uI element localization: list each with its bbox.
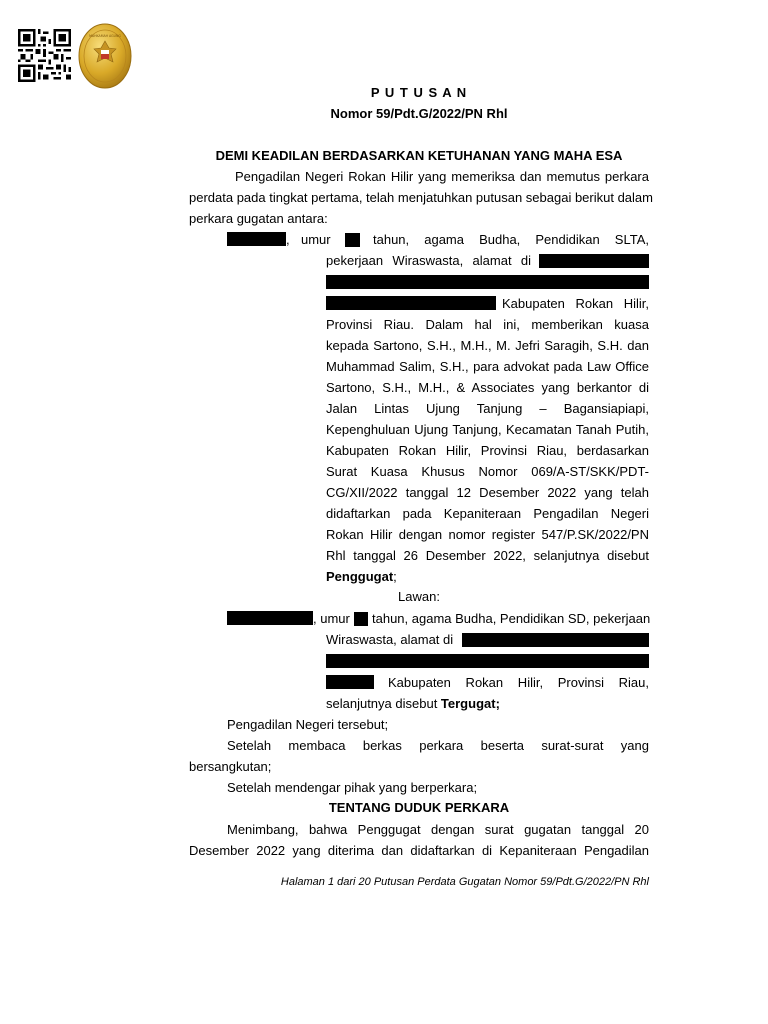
case-number: Nomor 59/Pdt.G/2022/PN Rhl [330,106,508,121]
penggugat-body-line: CG/XII/2022 tanggal 12 Desember 2022 yang telah [326,485,649,500]
mahkamah-agung-seal [78,23,132,89]
tergugat-line3 [326,653,649,671]
paragraph: Setelah mendengar pihak yang berperkara; [227,780,478,795]
tergugat-line5: selanjutnya disebut Tergugat; [326,696,500,711]
page-footer: Halaman 1 dari 20 Putusan Perdata Gugatan Nomor 59/Pdt.G/2022/PN Rhl [280,876,649,888]
redacted-name [227,611,313,625]
penggugat-label: Penggugat [326,569,394,584]
intro-line: perkara gugatan antara: [189,211,328,226]
lawan-label: Lawan: [398,589,440,604]
document-title: P U T U S A N [370,85,468,100]
tergugat-label: Tergugat; [440,696,500,711]
penggugat-body-line: Kepenghuluan Ujung Tanjung, Kecamatan Tanah Putih, [326,422,649,437]
redacted-address [462,633,649,647]
tergugat-line1: , umur tahun, agama Budha, Pendidikan SD, pekerjaan [227,610,649,628]
paragraph: Pengadilan Negeri tersebut; [227,717,389,732]
penggugat-body-line: didaftarkan pada Kepaniteraan Pengadilan Negeri [326,506,649,521]
penggugat-body-line: kepada Sartono, S.H., M.H., M. Jefri Saragih, S.H. dan [326,338,649,353]
redacted-address [326,675,374,689]
penggugat-body-line: Rokan Hilir dengan nomor register 547/P.SK/2022/PN [326,527,649,542]
penggugat-body-line: Rhl tanggal 26 Desember 2022, selanjutnya disebut [326,548,649,563]
penggugat-line1: , umur tahun, agama Budha, Pendidikan SLTA, [227,231,649,249]
penggugat-line3 [326,274,649,292]
penggugat-body-line: Surat Kuasa Khusus Nomor 069/A-ST/SKK/PDT- [326,464,649,479]
section-title: TENTANG DUDUK PERKARA [328,800,510,815]
penggugat-body-line: Jalan Lintas Ujung Tanjung – Bagansiapiapi, [326,401,649,416]
penggugat-body-line: Provinsi Riau. Dalam hal ini, memberikan kuasa [326,317,649,332]
penggugat-line2: pekerjaan Wiraswasta, alamat di [326,252,649,270]
tergugat-line4: Kabupaten Rokan Hilir, Provinsi Riau, [326,674,649,692]
seal-text: MAHKAMAH AGUNG [89,34,121,38]
intro-line: perdata pada tingkat pertama, telah menjatuhkan putusan sebagai berikut dalam [189,190,653,205]
paragraph: Menimbang, bahwa Penggugat dengan surat gugatan tanggal 20 [227,822,649,837]
penggugat-body-line: Kabupaten Rokan Hilir, Provinsi Riau, berdasarkan [326,443,649,458]
redacted-name [227,232,286,246]
redacted-address [539,254,649,268]
paragraph: Setelah membaca berkas perkara beserta surat-surat yang [227,738,649,753]
redacted-age [345,233,360,247]
redacted-address [326,296,496,310]
qr-code [16,29,73,82]
invocation-heading: DEMI KEADILAN BERDASARKAN KETUHANAN YANG MAHA ESA [215,148,623,163]
intro-line: Pengadilan Negeri Rokan Hilir yang memeriksa dan memutus perkara [235,169,649,184]
tergugat-line2: Wiraswasta, alamat di [326,631,649,649]
redacted-age [354,612,368,626]
penggugat-body-line: Sartono, S.H., M.H., & Associates yang berkantor di [326,380,649,395]
redacted-address [326,275,649,289]
penggugat-body-line: Muhammad Salim, S.H., para advokat pada Law Office [326,359,649,374]
penggugat-line4: Kabupaten Rokan Hilir, [326,295,649,313]
paragraph: bersangkutan; [189,759,272,774]
redacted-address [326,654,649,668]
paragraph: Desember 2022 yang diterima dan didaftarkan di Kepaniteraan Pengadilan [189,843,649,858]
penggugat-label-line: Penggugat; [326,569,397,584]
